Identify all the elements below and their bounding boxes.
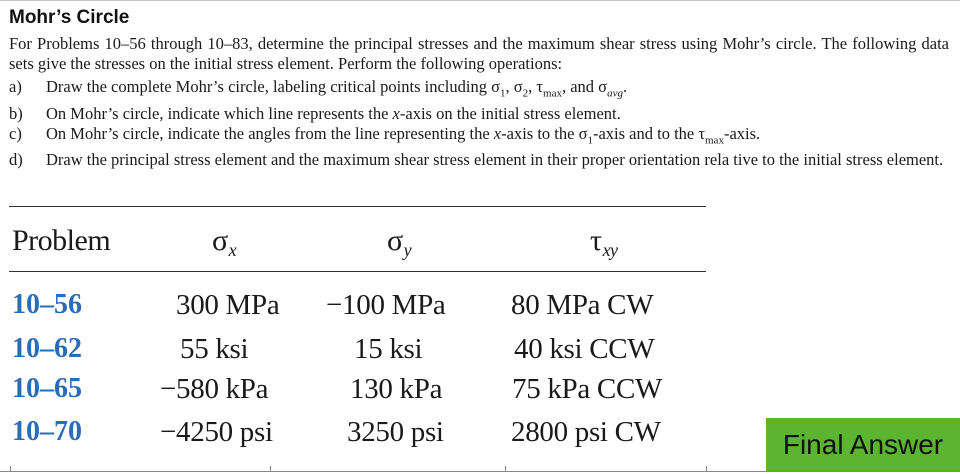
tau-symbol: τ	[590, 224, 602, 257]
top-border	[0, 0, 960, 1]
sigma-symbol: σ	[387, 224, 403, 257]
problem-number: 10–65	[12, 373, 82, 404]
operation-letter: a)	[9, 77, 22, 96]
subscript: y	[403, 240, 412, 260]
cell-sigma-y: 15 ksi	[354, 333, 423, 365]
problem-number: 10–70	[12, 416, 82, 447]
final-answer-badge: Final Answer	[766, 418, 960, 471]
cell-sigma-y: 3250 psi	[347, 416, 444, 448]
intro-paragraph: For Problems 10–56 through 10–83, determine the principal stresses and the maximum shear stress using Mohr’s circle. The following data sets give the stresses on the initial stress element. Perform the following operations:	[9, 34, 949, 73]
bottom-rule	[0, 471, 960, 472]
cell-tau-xy: 75 kPa CCW	[512, 373, 663, 405]
header-sigma-x	[212, 224, 236, 261]
operation-text: On Mohr’s circle, indicate the angles from the line representing the x-axis to the $\sigma_1$-axis and to the $\tau_{max}$-axis.	[46, 123, 761, 146]
cell-tau-xy: 80 MPa CW	[511, 289, 654, 321]
cell-sigma-x: −4250 psi	[160, 416, 273, 448]
cell-sigma-x: 300 MPa	[176, 289, 280, 321]
table-top-rule	[9, 206, 706, 207]
subscript: xy	[602, 240, 618, 260]
operation-c	[9, 124, 949, 151]
subscript: x	[228, 240, 237, 260]
sigma-symbol: σ	[212, 224, 228, 257]
header-problem: Problem	[12, 224, 111, 257]
cell-sigma-y: 130 kPa	[350, 373, 443, 405]
bottom-tick	[270, 466, 271, 472]
operation-letter: d)	[9, 150, 23, 170]
cell-sigma-y: −100 MPa	[326, 289, 446, 321]
cell-tau-xy: 40 ksi CCW	[514, 333, 655, 365]
bottom-tick	[505, 466, 506, 472]
operation-text: Draw the complete Mohr’s circle, labeling critical points including $\sigma_1$, $\sigma_2$, $\tau_{max}$, and $\sigma_{avg}$.	[46, 77, 628, 100]
operation-text: On Mohr’s circle, indicate which line represents the x-axis on the initial stress element.	[46, 103, 621, 123]
bottom-tick	[706, 466, 707, 472]
operation-b	[9, 104, 949, 124]
bottom-tick	[10, 466, 11, 472]
header-sigma-y	[387, 224, 411, 261]
section-title: Mohr’s Circle	[9, 7, 130, 28]
cell-tau-xy: 2800 psi CW	[511, 416, 661, 448]
operation-d	[9, 150, 949, 170]
operations-list	[9, 77, 949, 170]
operation-letter: c)	[9, 123, 22, 143]
header-tau-xy	[590, 224, 618, 261]
cell-sigma-x: −580 kPa	[160, 373, 269, 405]
operation-text: Draw the principal stress element and the maximum shear stress element in their proper orientation rela tive to the initial stress element.	[46, 150, 944, 170]
problem-number: 10–62	[12, 333, 82, 364]
operation-a	[9, 77, 949, 104]
table-header-rule	[9, 271, 706, 272]
problem-number: 10–56	[12, 289, 82, 320]
operation-letter: b)	[9, 103, 23, 123]
cell-sigma-x: 55 ksi	[180, 333, 249, 365]
